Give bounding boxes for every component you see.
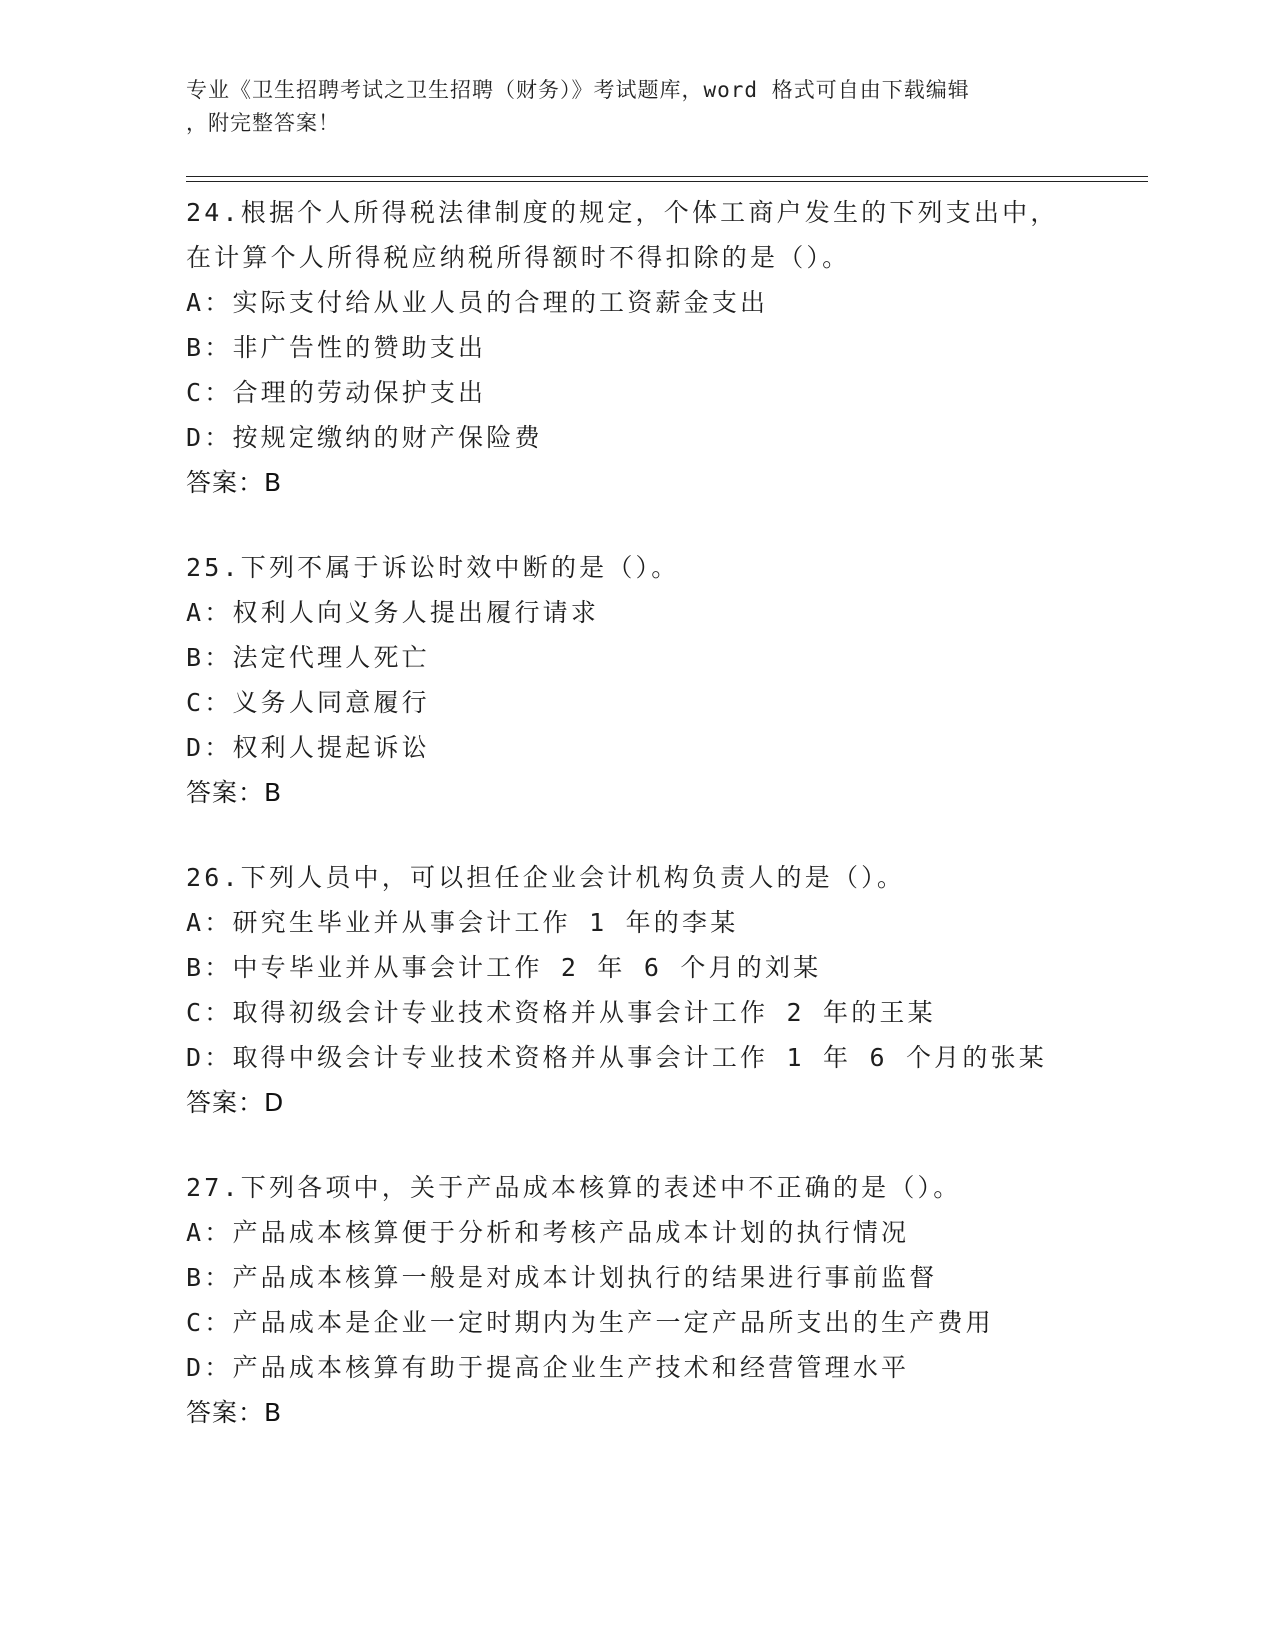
question-25 [186,545,1146,815]
question-24 [186,190,1146,505]
question-stem: 24.根据个人所得税法律制度的规定，个体工商户发生的下列支出中， [186,198,1059,227]
option-c: C：义务人同意履行 [186,688,430,717]
answer-label: 答案：B [186,468,283,497]
option-d: D：取得中级会计专业技术资格并从事会计工作 1 年 6 个月的张某 [186,1043,1047,1072]
question-26 [186,855,1146,1125]
answer-label: 答案：D [186,1088,285,1117]
option-c: C：产品成本是企业一定时期内为生产一定产品所支出的生产费用 [186,1308,994,1337]
answer-label: 答案：B [186,778,283,807]
header-divider-top [186,176,1148,177]
option-b: B：产品成本核算一般是对成本计划执行的结果进行事前监督 [186,1263,938,1292]
option-c: C：合理的劳动保护支出 [186,378,487,407]
option-a: A：研究生毕业并从事会计工作 1 年的李某 [186,908,739,937]
option-d: D：按规定缴纳的财产保险费 [186,423,543,452]
header-line-2: ，附完整答案！ [186,111,340,135]
question-27 [186,1165,1146,1435]
option-b: B：非广告性的赞助支出 [186,333,487,362]
option-d: D：权利人提起诉讼 [186,733,430,762]
option-b: B：法定代理人死亡 [186,643,430,672]
header-divider-bottom [186,181,1148,182]
answer-label: 答案：B [186,1398,283,1427]
option-c: C：取得初级会计专业技术资格并从事会计工作 2 年的王某 [186,998,936,1027]
question-stem: 25.下列不属于诉讼时效中断的是（）。 [186,553,680,582]
question-stem-continued: 在计算个人所得税应纳税所得额时不得扣除的是（）。 [186,243,851,272]
option-a: A：权利人向义务人提出履行请求 [186,598,600,627]
option-d: D：产品成本核算有助于提高企业生产技术和经营管理水平 [186,1353,910,1382]
question-stem: 27.下列各项中，关于产品成本核算的表述中不正确的是（）。 [186,1173,962,1202]
option-a: A：实际支付给从业人员的合理的工资薪金支出 [186,288,769,317]
question-list [186,190,1146,1475]
option-b: B：中专毕业并从事会计工作 2 年 6 个月的刘某 [186,953,822,982]
document-header [186,74,1066,140]
question-stem: 26.下列人员中，可以担任企业会计机构负责人的是（）。 [186,863,906,892]
header-line-1: 专业《卫生招聘考试之卫生招聘（财务）》考试题库，word 格式可自由下载编辑 [186,78,970,102]
option-a: A：产品成本核算便于分析和考核产品成本计划的执行情况 [186,1218,910,1247]
